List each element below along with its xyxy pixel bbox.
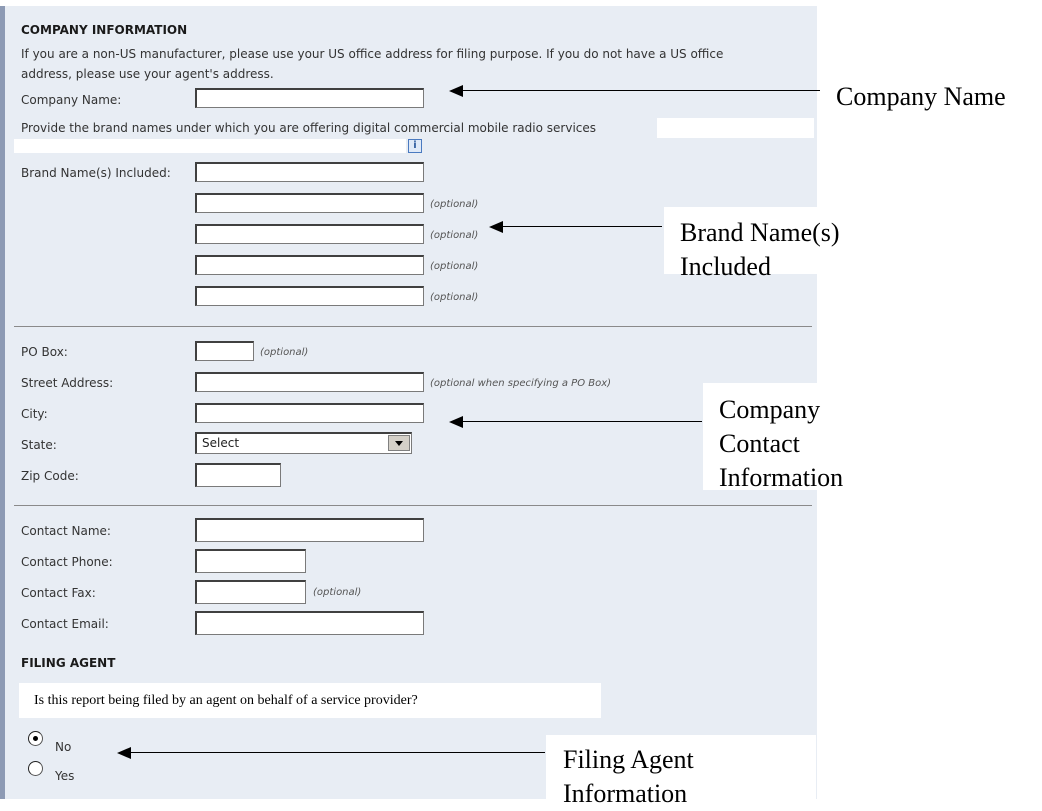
callout-brand-names: Brand Name(s) Included [664, 207, 858, 274]
redaction-box [657, 118, 814, 138]
callout-arrow-line [502, 226, 662, 227]
callout-arrow-line [462, 90, 820, 91]
arrow-left-icon [449, 85, 463, 97]
zip-code-input[interactable] [195, 463, 281, 487]
contact-email-input[interactable] [195, 611, 424, 635]
contact-fax-note: (optional) [313, 587, 362, 598]
section-divider [14, 326, 812, 327]
company-section-title: COMPANY INFORMATION [21, 23, 188, 37]
radio-no[interactable] [28, 731, 43, 746]
chevron-down-icon[interactable] [388, 435, 410, 451]
company-intro-line1: If you are a non-US manufacturer, please use your US office address for filing purpose. If you do not have a US office [21, 47, 724, 61]
contact-email-label: Contact Email: [21, 617, 109, 631]
radio-yes[interactable] [28, 761, 43, 776]
redaction-box [14, 139, 406, 153]
contact-fax-label: Contact Fax: [21, 586, 96, 600]
city-input[interactable] [195, 403, 424, 423]
callout-contact-info [703, 383, 844, 492]
zip-code-label: Zip Code: [21, 469, 79, 483]
arrow-left-icon [449, 416, 463, 428]
section-divider [14, 505, 812, 506]
po-box-label: PO Box: [21, 345, 68, 359]
radio-no-label[interactable]: No [55, 740, 72, 754]
filing-agent-title: FILING AGENT [21, 656, 116, 670]
optional-note: (optional) [430, 261, 479, 272]
state-select[interactable] [195, 432, 412, 454]
filing-agent-question: Is this report being filed by an agent on behalf of a service provider? [34, 693, 418, 708]
state-select-value: Select [202, 436, 240, 450]
brand-names-label: Brand Name(s) Included: [21, 166, 171, 180]
brand-name-input-4[interactable] [195, 255, 424, 275]
city-label: City: [21, 407, 48, 421]
optional-note: (optional) [430, 199, 479, 210]
callout-filing-agent: Filing Agent Information [546, 735, 816, 799]
arrow-left-icon [489, 221, 503, 233]
callout-contact-line1: Company Contact [719, 395, 821, 458]
brand-name-input-1[interactable] [195, 162, 424, 182]
street-address-input[interactable] [195, 372, 424, 392]
optional-note: (optional) [430, 292, 479, 303]
arrow-left-icon [117, 747, 131, 759]
brand-name-input-3[interactable] [195, 224, 424, 244]
po-box-input[interactable] [195, 341, 254, 361]
callout-arrow-line [462, 421, 702, 422]
optional-note: (optional) [430, 230, 479, 241]
info-icon[interactable]: i [408, 139, 422, 153]
state-label: State: [21, 438, 57, 452]
street-address-label: Street Address: [21, 376, 114, 390]
brand-name-input-2[interactable] [195, 193, 424, 213]
callout-arrow-line [130, 752, 545, 753]
street-address-note: (optional when specifying a PO Box) [430, 378, 612, 389]
contact-name-label: Contact Name: [21, 524, 111, 538]
contact-fax-input[interactable] [195, 580, 306, 604]
company-name-label: Company Name: [21, 93, 122, 107]
radio-yes-label[interactable]: Yes [55, 769, 75, 783]
callout-company-name: Company Name [836, 80, 1006, 114]
po-box-note: (optional) [260, 347, 309, 358]
filing-agent-question-box [19, 683, 601, 718]
company-intro-line2: address, please use your agent's address. [21, 67, 274, 81]
brand-intro-text: Provide the brand names under which you are offering digital commercial mobile radio services [21, 121, 597, 135]
contact-phone-label: Contact Phone: [21, 555, 113, 569]
company-name-input[interactable] [195, 88, 424, 108]
brand-name-input-5[interactable] [195, 286, 424, 306]
callout-contact-line2: Information [719, 463, 844, 492]
contact-phone-input[interactable] [195, 549, 306, 573]
contact-name-input[interactable] [195, 518, 424, 542]
